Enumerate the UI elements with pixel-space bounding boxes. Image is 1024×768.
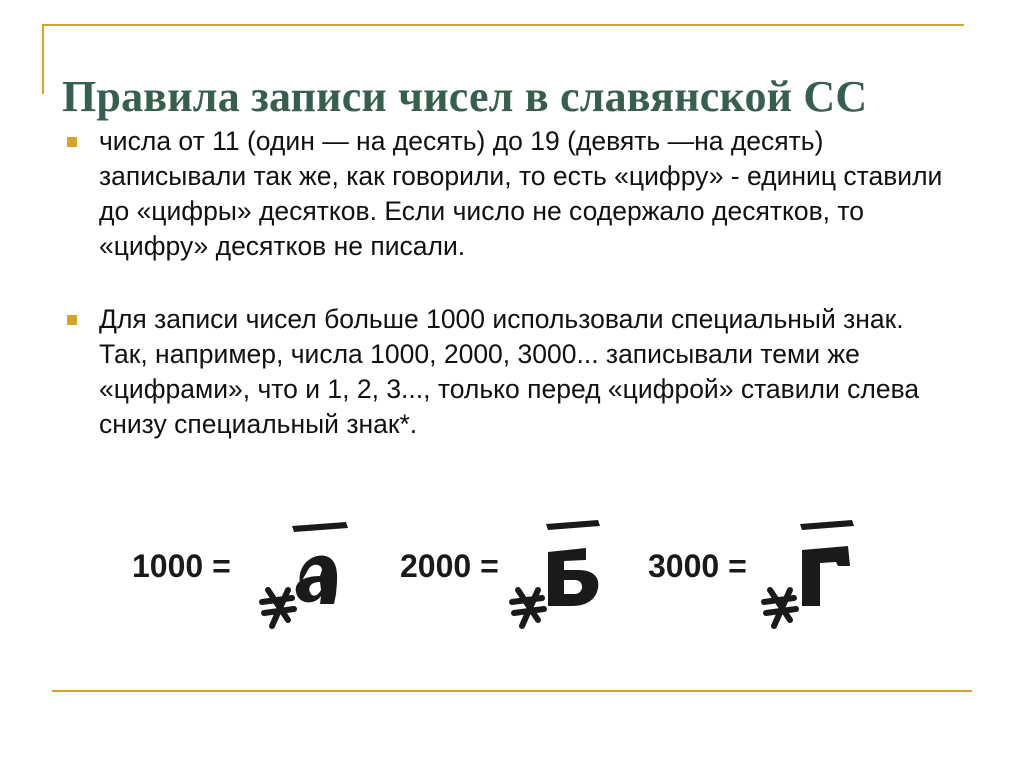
slavic-letter-az-glyph [132, 514, 362, 634]
top-border-line [42, 24, 964, 26]
formula-label-2000: 2000 = [400, 548, 499, 584]
slavic-thousands-examples [132, 514, 892, 634]
formula-label-3000: 3000 = [648, 548, 747, 584]
square-bullet-icon [67, 137, 77, 147]
bottom-border-line [52, 690, 972, 692]
thousand-sign-icon [512, 590, 544, 626]
bullet-text-2: Для записи чисел больше 1000 использовали специальный знак. Так, например, числа 1000, 2000, 3000... записывали теми же «цифрами», что и 1, 2, 3..., только перед «цифрой» ставили слева снизу специальный знак*. [99, 304, 920, 439]
bullet-item-1 [62, 124, 952, 264]
thousand-sign-icon [262, 590, 294, 626]
slide-title: Правила записи чисел в славянской СС [62, 72, 868, 122]
formula-2000 [400, 514, 630, 634]
slavic-letter-vedi-glyph [400, 514, 630, 634]
thousand-sign-icon [764, 590, 796, 626]
formula-label-1000: 1000 = [132, 548, 231, 584]
bullet-item-2 [62, 302, 952, 442]
left-border-line [42, 24, 44, 94]
slavic-letter-glagoli-glyph [648, 514, 888, 634]
square-bullet-icon [67, 315, 77, 325]
bullet-text-1: числа от 11 (один — на десять) до 19 (девять —на десять) записывали так же, как говорили, то есть «цифру» - единиц ставили до «цифры» десятков. Если число не содержало десятков, то «цифру» десятков не писали. [99, 126, 943, 261]
formula-1000 [132, 514, 362, 634]
bullet-list [62, 124, 952, 480]
formula-3000 [648, 514, 888, 634]
